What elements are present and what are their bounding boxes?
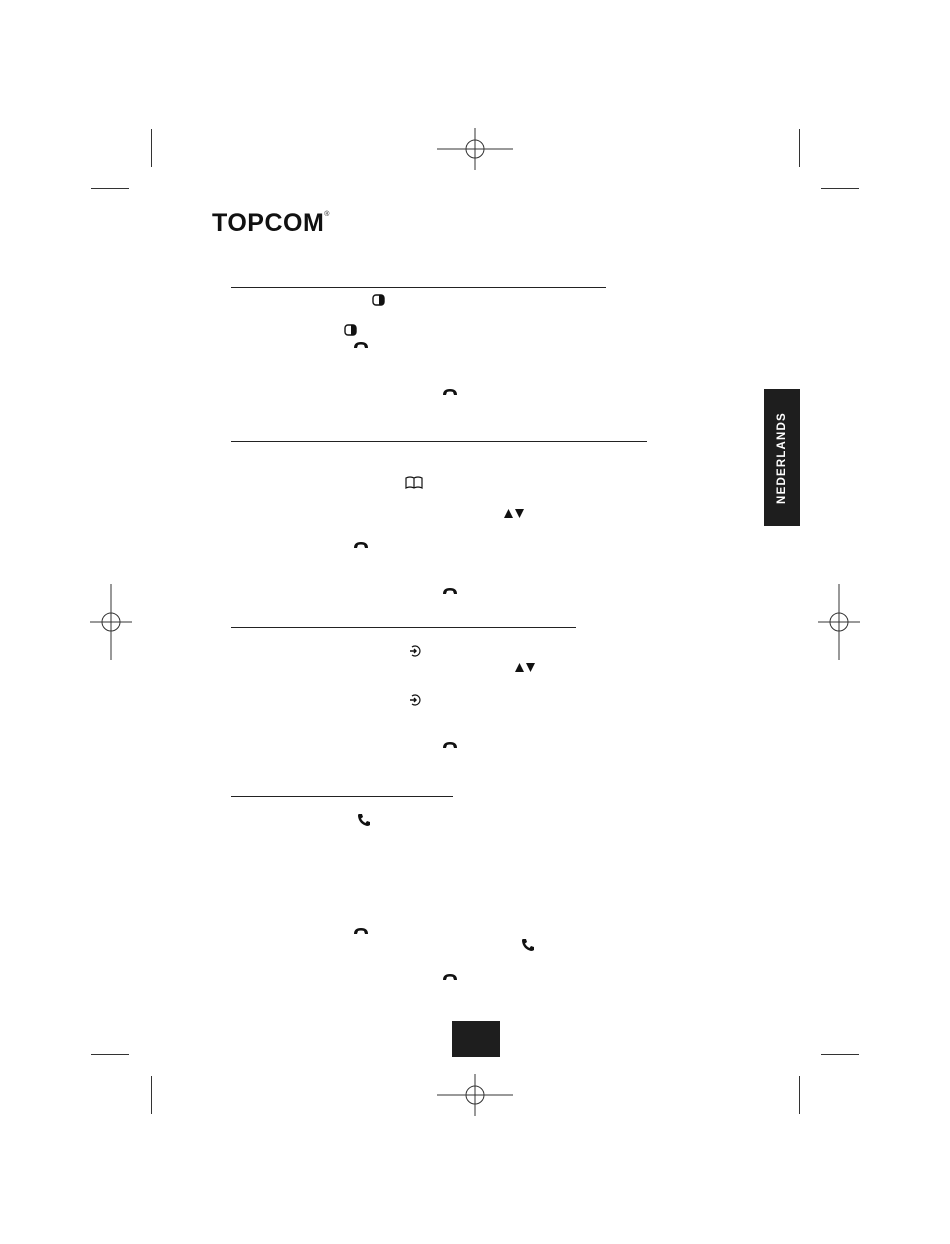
registration-mark [818,584,860,660]
crop-mark [821,1054,859,1055]
registration-mark [90,584,132,660]
logo-text: TOPCOM [212,209,325,237]
crop-mark [91,188,129,189]
handset-hangup-icon [353,541,369,550]
page-number-box [452,1021,500,1057]
handset-hangup-icon [442,587,458,596]
language-tab [764,389,800,526]
crop-mark [151,129,152,167]
crop-mark [799,1076,800,1114]
menu-arrow-icon [409,694,421,706]
topcom-logo [212,209,330,238]
crop-mark [91,1054,129,1055]
section-rule [231,796,453,797]
registration-mark [437,1074,513,1116]
section-rule [231,287,606,288]
logo-registered-mark: ® [324,211,330,218]
language-tab-label: NEDERLANDS [776,411,788,504]
crop-mark [799,129,800,167]
handset-hangup-icon [353,341,369,350]
section-rule [231,441,647,442]
handset-hangup-icon [442,973,458,982]
handset-talk-icon [357,813,371,827]
book-icon [405,476,423,489]
crop-mark [821,188,859,189]
handset-talk-icon [521,938,535,952]
handset-hangup-icon [442,388,458,397]
flash-recall-icon [372,293,386,307]
handset-hangup-icon [442,741,458,750]
up-down-arrows-icon [503,508,525,519]
up-down-arrows-icon [514,662,536,673]
flash-recall-icon [344,323,358,337]
registration-mark [437,128,513,170]
crop-mark [151,1076,152,1114]
section-rule [231,627,576,628]
handset-hangup-icon [353,927,369,936]
menu-arrow-icon [409,645,421,657]
